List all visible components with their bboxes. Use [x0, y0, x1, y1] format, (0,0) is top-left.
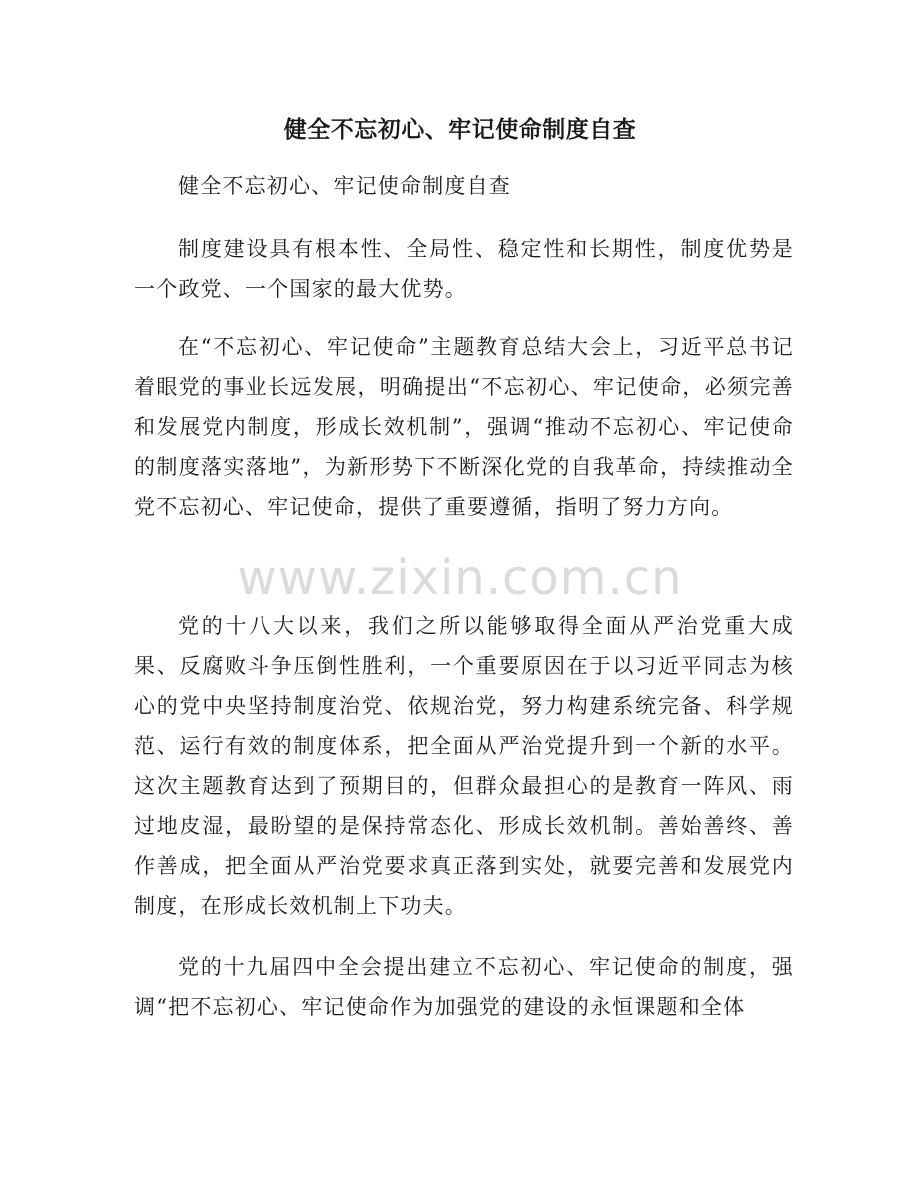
watermark: www.zixin.com.cn [237, 550, 683, 606]
paragraph: 在“不忘初心、牢记使命”主题教育总结大会上，习近平总书记着眼党的事业长远发展，明确提出“不忘初心、牢记使命，必须完善和发展党内制度，形成长效机制”，强调“推动不忘初心、牢记使命的制度落实落地”，为新形势下不断深化党的自我革命，持续推动全党不忘初心、牢记使命，提供了重要遵循，指明了努力方向。 [134, 335, 794, 519]
document-title: 健全不忘初心、牢记使命制度自查 [283, 116, 637, 143]
paragraph: 党的十八大以来，我们之所以能够取得全面从严治党重大成果、反腐败斗争压倒性胜利，一个重要原因在于以习近平同志为核心的党中央坚持制度治党、依规治党，努力构建系统完备、科学规范、运行有效的制度体系，把全面从严治党提升到一个新的水平。这次主题教育达到了预期目的，但群众最担心的是教育一阵风、雨过地皮湿，最盼望的是保持常态化、形成长效机制。善始善终、善作善成，把全面从严治党要求真正落到实处，就要完善和发展党内制度，在形成长效机制上下功夫。 [134, 614, 794, 918]
paragraph-subtitle: 健全不忘初心、牢记使命制度自查 [178, 174, 511, 198]
paragraph: 党的十九届四中全会提出建立不忘初心、牢记使命的制度，强调“把不忘初心、牢记使命作为加强党的建设的永恒课题和全体 [134, 955, 794, 1019]
paragraph: 制度建设具有根本性、全局性、稳定性和长期性，制度优势是一个政党、一个国家的最大优势。 [134, 237, 794, 301]
